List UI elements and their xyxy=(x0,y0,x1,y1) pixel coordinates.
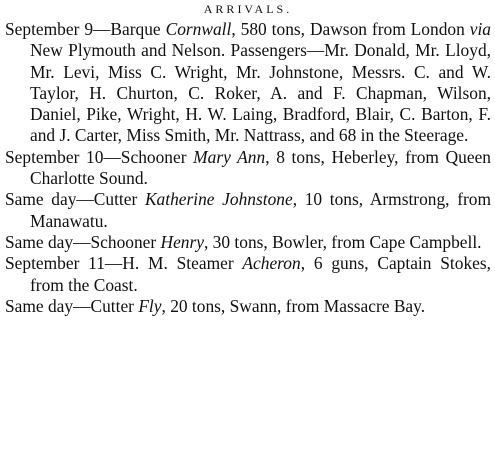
arrivals-heading: ARRIVALS. xyxy=(203,2,293,16)
entry-date-lead: September 9—Barque xyxy=(5,19,166,39)
ship-name: Fly xyxy=(138,295,162,316)
entry-passengers: New Plymouth and Nelson. Passengers—Mr. Donald, Mr. Lloyd, Mr. Levi, Miss C. Wright, Mr. Johnstone, Messrs. C. and W. Taylor, H. Churton, C. Roker, A. and F. Chapman, Wilson, Daniel, Pike, Wright, H. W. Laing, Bradford, Blair, C. Barton, F. and J. Carter, Miss Smith, Mr. Nattrass, and 68 in the Steerage. xyxy=(30,40,491,146)
entry-date-lead: Same day—Schooner xyxy=(5,231,161,252)
entry-date-lead: Same day—Cutter xyxy=(5,189,145,210)
entry-date-lead: Same day—Cutter xyxy=(5,295,139,316)
entry-details: , 30 tons, Bowler, from Cape Campbell. xyxy=(203,231,482,252)
via-word: via xyxy=(469,19,491,39)
ship-name: Mary Ann xyxy=(193,146,266,167)
ship-name: Acheron xyxy=(242,253,301,274)
entry-details: , 8 tons, Heberley, from Queen Charlotte Sound. xyxy=(30,146,491,189)
entry-date-lead: September 11—H. M. Steamer xyxy=(5,253,243,274)
arrival-entry-katherine-johnstone xyxy=(5,189,491,232)
arrival-entry-mary-ann xyxy=(5,147,491,190)
entry-details: , 20 tons, Swann, from Massacre Bay. xyxy=(161,295,426,316)
ship-name: Henry xyxy=(160,231,204,252)
arrival-entry-fly xyxy=(5,296,491,317)
entry-details: , 6 guns, Captain Stokes, from the Coast. xyxy=(30,253,491,295)
ship-name: Cornwall xyxy=(165,19,232,39)
ship-name: Katherine Johnstone xyxy=(144,189,293,210)
arrival-entry-cornwall xyxy=(5,19,491,147)
entry-details: , 10 tons, Armstrong, from Manawatu. xyxy=(30,189,492,231)
entry-details: , 580 tons, Dawson from London xyxy=(231,19,470,39)
entry-date-lead: September 10—Schooner xyxy=(5,146,194,167)
arrival-entry-acheron xyxy=(5,253,491,296)
arrival-entry-henry xyxy=(5,232,491,253)
